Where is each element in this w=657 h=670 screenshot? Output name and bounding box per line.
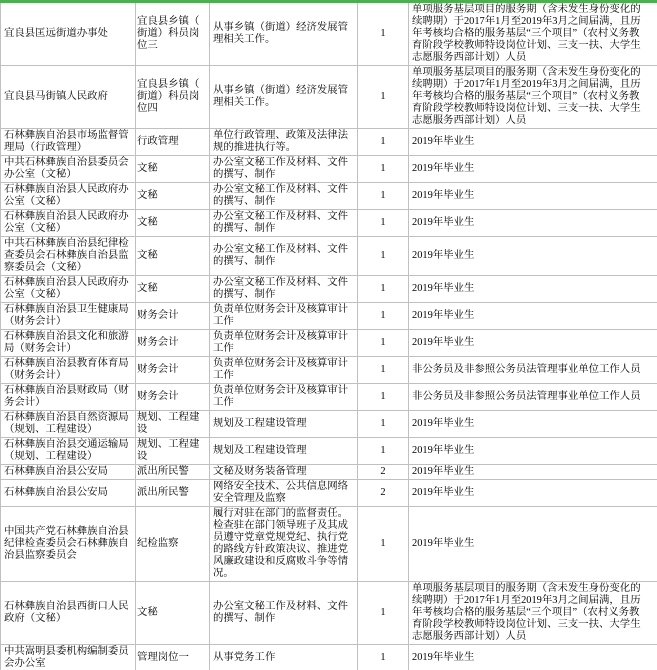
position-cell[interactable]: 派出所民警 [136, 480, 210, 507]
table-row [1, 276, 657, 303]
positions-table [0, 3, 657, 670]
duties-cell[interactable]: 从事乡镇（街道）经济发展管理相关工作。 [210, 66, 358, 129]
org-cell[interactable]: 中共嵩明县委机构编制委员会办公室 [1, 645, 136, 670]
table-row [1, 465, 657, 480]
requirement-cell[interactable]: 单项服务基层项目的服务期（含未发生身份变化的续聘期）于2017年1月至2019年3月之间届满，且历年考核均合格的服务基层“三个项目”（农村义务教育阶段学校教师特设岗位计划、三支一扶、大学生志愿服务西部计划）人员 [409, 582, 657, 645]
duties-cell[interactable]: 规划及工程建设管理 [210, 411, 358, 438]
org-cell[interactable]: 石林彝族自治县文化和旅游局（财务会计） [1, 330, 136, 357]
table-row [1, 303, 657, 330]
positions-table-body [1, 3, 657, 670]
table-row [1, 210, 657, 237]
table-row [1, 183, 657, 210]
position-cell[interactable]: 派出所民警 [136, 465, 210, 480]
duties-cell[interactable]: 文秘及财务装备管理 [210, 465, 358, 480]
count-cell[interactable]: 1 [358, 645, 409, 670]
count-cell[interactable]: 1 [358, 210, 409, 237]
table-row [1, 438, 657, 465]
position-cell[interactable]: 财务会计 [136, 330, 210, 357]
org-cell[interactable]: 石林彝族自治县公安局 [1, 465, 136, 480]
position-cell[interactable]: 行政管理 [136, 129, 210, 156]
org-cell[interactable]: 石林彝族自治县财政局（财务会计） [1, 384, 136, 411]
requirement-cell[interactable]: 2019年毕业生 [409, 237, 657, 276]
duties-cell[interactable]: 负责单位财务会计及核算审计工作 [210, 330, 358, 357]
position-cell[interactable]: 文秘 [136, 237, 210, 276]
table-row [1, 129, 657, 156]
duties-cell[interactable]: 办公室文秘工作及材料、文件的撰写、制作 [210, 156, 358, 183]
requirement-cell[interactable]: 非公务员及非参照公务员法管理事业单位工作人员 [409, 384, 657, 411]
position-cell[interactable]: 宜良县乡镇（街道）科员岗位三 [136, 3, 210, 66]
position-cell[interactable]: 文秘 [136, 156, 210, 183]
table-row [1, 330, 657, 357]
duties-cell[interactable]: 负责单位财务会计及核算审计工作 [210, 384, 358, 411]
table-row [1, 507, 657, 582]
org-cell[interactable]: 宜良县匡远街道办事处 [1, 3, 136, 66]
org-cell[interactable]: 石林彝族自治县自然资源局（规划、工程建设） [1, 411, 136, 438]
requirement-cell[interactable]: 2019年毕业生 [409, 156, 657, 183]
table-row [1, 357, 657, 384]
table-row [1, 156, 657, 183]
duties-cell[interactable]: 办公室文秘工作及材料、文件的撰写、制作 [210, 237, 358, 276]
org-cell[interactable]: 中共石林彝族自治县纪律检查委员会石林彝族自治县监察委员会（文秘） [1, 237, 136, 276]
duties-cell[interactable]: 负责单位财务会计及核算审计工作 [210, 357, 358, 384]
org-cell[interactable]: 中国共产党石林彝族自治县纪律检查委员会石林彝族自治县监察委员会 [1, 507, 136, 582]
table-row [1, 237, 657, 276]
count-cell[interactable]: 1 [358, 357, 409, 384]
org-cell[interactable]: 宜良县马街镇人民政府 [1, 66, 136, 129]
position-cell[interactable]: 宜良县乡镇（街道）科员岗位四 [136, 66, 210, 129]
count-cell[interactable]: 1 [358, 183, 409, 210]
org-cell[interactable]: 石林彝族自治县西街口人民政府（文秘） [1, 582, 136, 645]
count-cell[interactable]: 1 [358, 582, 409, 645]
count-cell[interactable]: 1 [358, 411, 409, 438]
count-cell[interactable]: 1 [358, 129, 409, 156]
org-cell[interactable]: 石林彝族自治县人民政府办公室（文秘） [1, 276, 136, 303]
count-cell[interactable]: 1 [358, 3, 409, 66]
count-cell[interactable]: 1 [358, 507, 409, 582]
count-cell[interactable]: 2 [358, 465, 409, 480]
org-cell[interactable]: 石林彝族自治县市场监督管理局（行政管理） [1, 129, 136, 156]
position-cell[interactable]: 文秘 [136, 210, 210, 237]
duties-cell[interactable]: 从事党务工作 [210, 645, 358, 670]
requirement-cell[interactable]: 2019年毕业生 [409, 303, 657, 330]
requirement-cell[interactable]: 单项服务基层项目的服务期（含未发生身份变化的续聘期）于2017年1月至2019年3月之间届满，且历年考核均合格的服务基层“三个项目”（农村义务教育阶段学校教师特设岗位计划、三支一扶、大学生志愿服务西部计划）人员 [409, 3, 657, 66]
requirement-cell[interactable]: 2019年毕业生 [409, 411, 657, 438]
requirement-cell[interactable]: 2019年毕业生 [409, 507, 657, 582]
table-row [1, 480, 657, 507]
requirement-cell[interactable]: 2019年毕业生 [409, 183, 657, 210]
requirement-cell[interactable]: 2019年毕业生 [409, 210, 657, 237]
requirement-cell[interactable]: 非公务员及非参照公务员法管理事业单位工作人员 [409, 357, 657, 384]
org-cell[interactable]: 石林彝族自治县公安局 [1, 480, 136, 507]
requirement-cell[interactable]: 单项服务基层项目的服务期（含未发生身份变化的续聘期）于2017年1月至2019年3月之间届满，且历年考核均合格的服务基层“三个项目”（农村义务教育阶段学校教师特设岗位计划、三支一扶、大学生志愿服务西部计划）人员 [409, 66, 657, 129]
duties-cell[interactable]: 网络安全技术、公共信息网络安全管理及监察 [210, 480, 358, 507]
position-cell[interactable]: 文秘 [136, 582, 210, 645]
position-cell[interactable]: 文秘 [136, 183, 210, 210]
requirement-cell[interactable]: 2019年毕业生 [409, 330, 657, 357]
position-cell[interactable]: 财务会计 [136, 384, 210, 411]
position-cell[interactable]: 规划、工程建设 [136, 438, 210, 465]
duties-cell[interactable]: 办公室文秘工作及材料、文件的撰写、制作 [210, 276, 358, 303]
duties-cell[interactable]: 办公室文秘工作及材料、文件的撰写、制作 [210, 183, 358, 210]
duties-cell[interactable]: 从事乡镇（街道）经济发展管理相关工作。 [210, 3, 358, 66]
table-row [1, 66, 657, 129]
requirement-cell[interactable]: 2019年毕业生 [409, 129, 657, 156]
requirement-cell[interactable]: 2019年毕业生 [409, 645, 657, 670]
table-row [1, 582, 657, 645]
table-row [1, 645, 657, 670]
org-cell[interactable]: 石林彝族自治县人民政府办公室（文秘） [1, 210, 136, 237]
count-cell[interactable]: 1 [358, 156, 409, 183]
org-cell[interactable]: 石林彝族自治县教育体育局（财务会计） [1, 357, 136, 384]
count-cell[interactable]: 1 [358, 66, 409, 129]
table-row [1, 411, 657, 438]
position-cell[interactable]: 规划、工程建设 [136, 411, 210, 438]
requirement-cell[interactable]: 2019年毕业生 [409, 480, 657, 507]
requirement-cell[interactable]: 2019年毕业生 [409, 276, 657, 303]
count-cell[interactable]: 2 [358, 480, 409, 507]
org-cell[interactable]: 石林彝族自治县交通运输局（规划、工程建设） [1, 438, 136, 465]
duties-cell[interactable]: 办公室文秘工作及材料、文件的撰写、制作 [210, 582, 358, 645]
duties-cell[interactable]: 规划及工程建设管理 [210, 438, 358, 465]
table-row [1, 384, 657, 411]
count-cell[interactable]: 1 [358, 237, 409, 276]
org-cell[interactable]: 石林彝族自治县人民政府办公室（文秘） [1, 183, 136, 210]
position-cell[interactable]: 财务会计 [136, 357, 210, 384]
duties-cell[interactable]: 单位行政管理、政策及法律法规的推进执行等。 [210, 129, 358, 156]
duties-cell[interactable]: 履行对驻在部门的监督责任。检查驻在部门领导班子及其成员遵守党章党规党纪、执行党的路线方针政策决议、推进党风廉政建设和反腐败斗争等情况。 [210, 507, 358, 582]
requirement-cell[interactable]: 2019年毕业生 [409, 438, 657, 465]
requirement-cell[interactable]: 2019年毕业生 [409, 465, 657, 480]
table-row [1, 3, 657, 66]
count-cell[interactable]: 1 [358, 330, 409, 357]
position-cell[interactable]: 财务会计 [136, 303, 210, 330]
position-cell[interactable]: 管理岗位一 [136, 645, 210, 670]
duties-cell[interactable]: 办公室文秘工作及材料、文件的撰写、制作 [210, 210, 358, 237]
duties-cell[interactable]: 负责单位财务会计及核算审计工作 [210, 303, 358, 330]
position-cell[interactable]: 纪检监察 [136, 507, 210, 582]
position-cell[interactable]: 文秘 [136, 276, 210, 303]
count-cell[interactable]: 1 [358, 384, 409, 411]
count-cell[interactable]: 1 [358, 303, 409, 330]
org-cell[interactable]: 石林彝族自治县卫生健康局（财务会计） [1, 303, 136, 330]
count-cell[interactable]: 1 [358, 276, 409, 303]
org-cell[interactable]: 中共石林彝族自治县委员会办公室（文秘） [1, 156, 136, 183]
count-cell[interactable]: 1 [358, 438, 409, 465]
